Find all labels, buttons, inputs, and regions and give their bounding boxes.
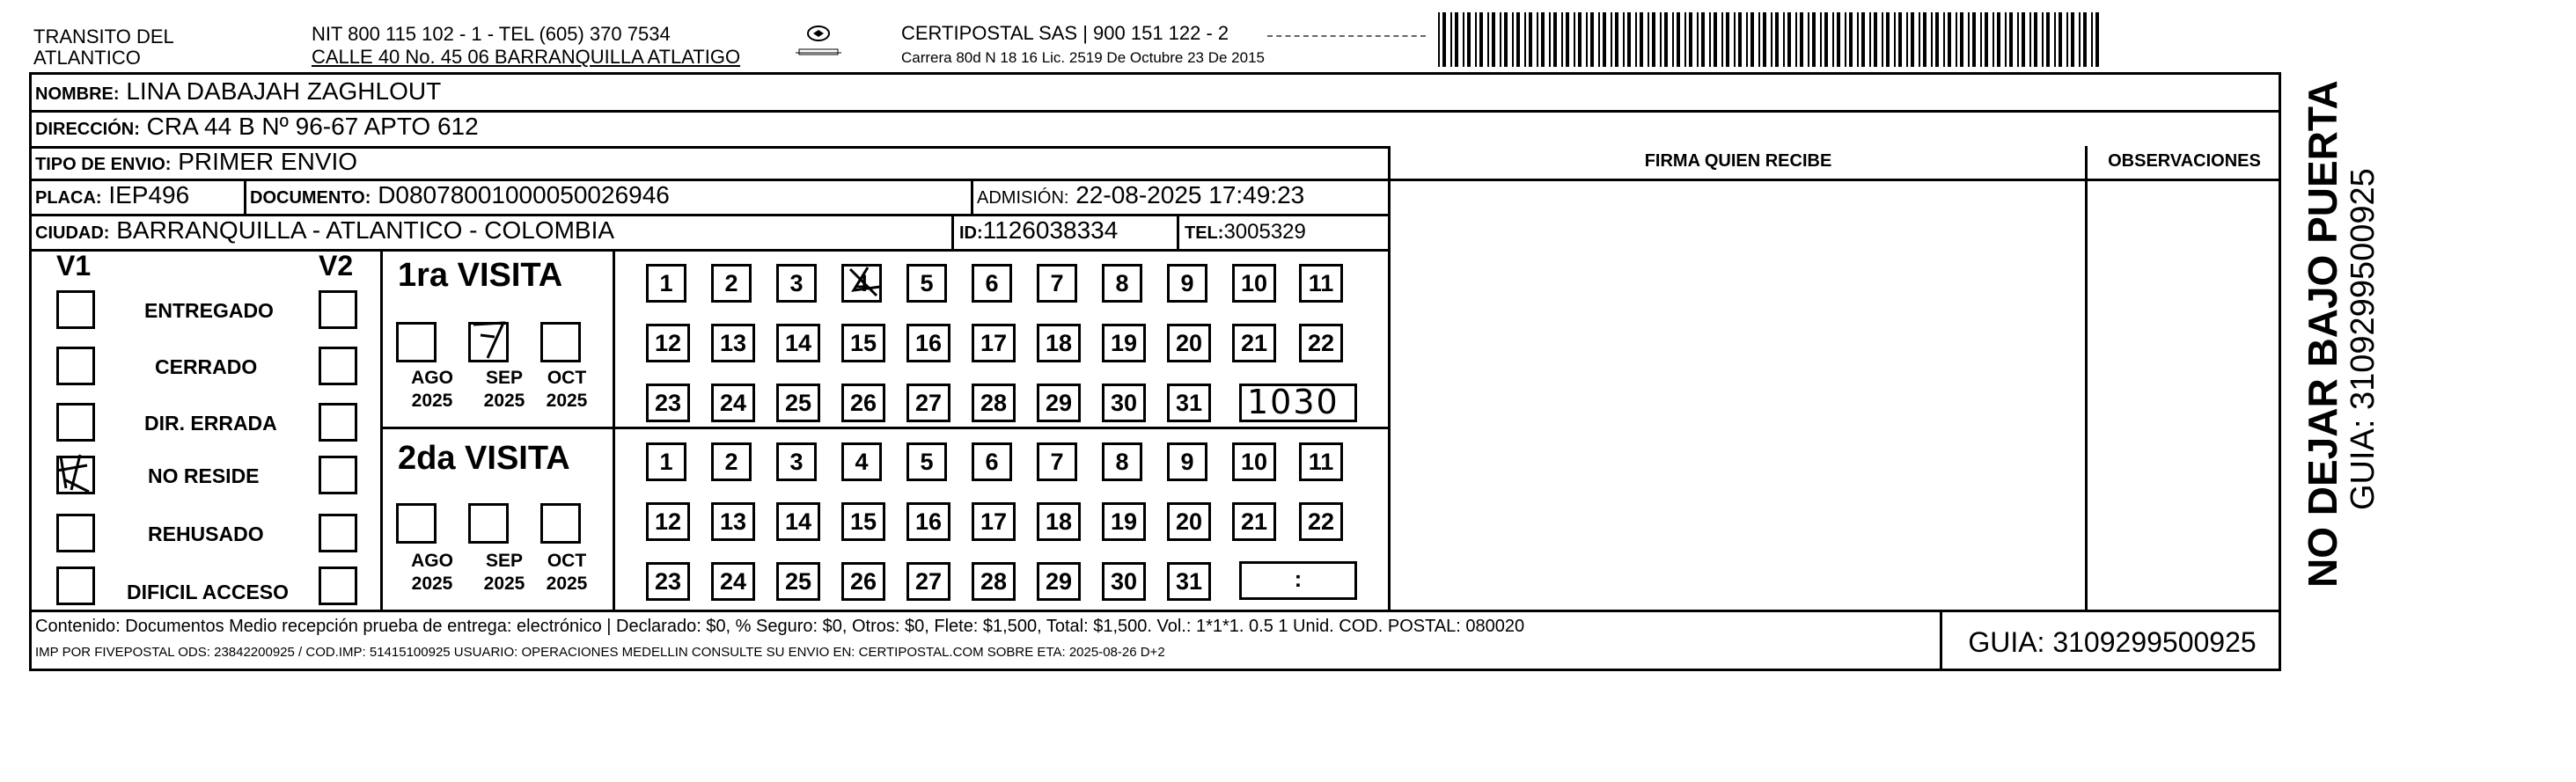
- placa-label: PLACA:: [35, 188, 102, 208]
- first-visit-day-box[interactable]: 23: [646, 384, 690, 422]
- second-visit-time: :: [1294, 566, 1303, 592]
- tel-cell: [1185, 220, 1306, 245]
- entity-nit: NIT 800 115 102 - 1 - TEL (605) 370 7534: [312, 23, 671, 45]
- second-visit-day-box[interactable]: 28: [972, 562, 1016, 601]
- first-visit-time-box[interactable]: [1239, 384, 1357, 422]
- month-ago: AGO: [411, 551, 453, 571]
- year-3: 2025: [546, 574, 588, 594]
- observaciones-header: OBSERVACIONES: [2108, 151, 2261, 171]
- first-visit-day-box[interactable]: 6: [972, 264, 1012, 303]
- reason-no-reside: NO RESIDE: [148, 464, 260, 487]
- year-2: 2025: [483, 574, 525, 594]
- first-visit-day-box[interactable]: 4: [841, 264, 882, 303]
- visit-divider: [613, 427, 1390, 429]
- first-visit-day-box[interactable]: 30: [1102, 384, 1146, 422]
- second-visit-day-box[interactable]: 6: [972, 442, 1012, 481]
- nombre-value: LINA DABAJAH ZAGHLOUT: [126, 77, 442, 105]
- first-visit-day-box[interactable]: 26: [841, 384, 885, 422]
- entity-info: [312, 23, 740, 69]
- second-visit-time-box[interactable]: [1239, 561, 1357, 600]
- placa-value: IEP496: [108, 181, 190, 208]
- first-visit-day-box[interactable]: 17: [972, 324, 1016, 362]
- second-visit-day-box[interactable]: 20: [1167, 502, 1211, 541]
- first-month-ago-checkbox[interactable]: [396, 322, 437, 362]
- footer-line-2: IMP POR FIVEPOSTAL ODS: 23842200925 / COD.IMP: 51415100925 USUARIO: OPERACIONES MEDELLIN CONSULTE SU ENVIO EN: CERTIPOSTAL.COM SOBRE ETA: 2025-08-26 D+2: [35, 645, 1165, 660]
- first-visit-day-box[interactable]: 12: [646, 324, 690, 362]
- entity-address: CALLE 40 No. 45 06 BARRANQUILLA ATLATIGO: [312, 46, 741, 68]
- footer-col-divider: [1940, 610, 1942, 671]
- tipo-value: PRIMER ENVIO: [178, 148, 358, 175]
- second-visit-day-box[interactable]: 27: [906, 562, 950, 601]
- ciudad-cell: [35, 216, 614, 245]
- dashed-rule: [1267, 35, 1426, 37]
- direccion-row: [35, 113, 479, 141]
- firma-header: FIRMA QUIEN RECIBE: [1644, 151, 1832, 171]
- v1-entregado-checkbox[interactable]: [56, 290, 95, 329]
- second-visit-title: 2da VISITA: [398, 440, 570, 477]
- cell-divider: [951, 214, 954, 249]
- second-visit-day-box[interactable]: 14: [776, 502, 820, 541]
- second-visit-day-box[interactable]: 16: [906, 502, 950, 541]
- courier-address: Carrera 80d N 18 16 Lic. 2519 De Octubre 23 De 2015: [901, 49, 1265, 66]
- tipo-row: [35, 148, 357, 176]
- first-visit-day-box[interactable]: 15: [841, 324, 885, 362]
- second-visit-day-box[interactable]: 21: [1232, 502, 1276, 541]
- direccion-label: DIRECCIÓN:: [35, 120, 140, 139]
- no-dejar-bajo-puerta: NO DEJAR BAJO PUERTA: [2300, 80, 2345, 588]
- visit-divider: [380, 427, 613, 429]
- v2-no-reside-checkbox[interactable]: [319, 456, 357, 494]
- first-visit-day-box[interactable]: 21: [1232, 324, 1276, 362]
- tel-value: 3005329: [1223, 220, 1306, 244]
- first-month-labels: [396, 368, 593, 389]
- second-visit-day-box[interactable]: 2: [711, 442, 752, 481]
- second-visit-day-box[interactable]: 8: [1102, 442, 1142, 481]
- row-divider: [29, 249, 1390, 252]
- second-visit-day-box[interactable]: 17: [972, 502, 1016, 541]
- col-divider: [1388, 146, 1391, 610]
- v2-header: V2: [319, 250, 354, 281]
- second-visit-day-box[interactable]: 24: [711, 562, 755, 601]
- first-visit-day-box[interactable]: 5: [906, 264, 947, 303]
- v2-dificil-acceso-checkbox[interactable]: [319, 566, 357, 605]
- entity-line-1: TRANSITO DEL: [33, 26, 174, 48]
- second-visit-day-box[interactable]: 3: [776, 442, 817, 481]
- admision-cell: [977, 181, 1304, 209]
- first-visit-day-box[interactable]: 11: [1299, 264, 1343, 303]
- id-label: ID:: [959, 223, 983, 243]
- first-visit-day-box[interactable]: 16: [906, 324, 950, 362]
- side-guia: GUIA: 3109299500925: [2345, 168, 2382, 510]
- documento-label: DOCUMENTO:: [250, 188, 371, 208]
- second-visit-day-box[interactable]: 23: [646, 562, 690, 601]
- entity-line-2: ATLANTICO: [33, 47, 141, 69]
- year-1: 2025: [411, 391, 453, 411]
- second-visit-day-box[interactable]: 4: [841, 442, 882, 481]
- v2-rehusado-checkbox[interactable]: [319, 514, 357, 552]
- reason-cerrado: CERRADO: [155, 355, 258, 378]
- v1-no-reside-checkbox[interactable]: [56, 456, 95, 494]
- second-visit-day-box[interactable]: 11: [1299, 442, 1343, 481]
- tel-label: TEL:: [1185, 223, 1224, 243]
- second-visit-day-box[interactable]: 29: [1037, 562, 1081, 601]
- second-visit-day-box[interactable]: 1: [646, 442, 686, 481]
- second-visit-day-box[interactable]: 18: [1037, 502, 1081, 541]
- id-value: 1126038334: [982, 216, 1119, 244]
- cell-divider: [244, 179, 246, 214]
- year-1: 2025: [411, 574, 453, 594]
- id-cell: [959, 216, 1118, 245]
- first-year-labels: [396, 391, 593, 412]
- placa-cell: [35, 181, 189, 209]
- second-visit-day-box[interactable]: 9: [1167, 442, 1207, 481]
- first-visit-day-box[interactable]: 2: [711, 264, 752, 303]
- first-visit-day-box[interactable]: 18: [1037, 324, 1081, 362]
- second-visit-day-box[interactable]: 30: [1102, 562, 1146, 601]
- footer-divider: [29, 610, 2281, 612]
- first-visit-day-box[interactable]: 22: [1299, 324, 1343, 362]
- visit-col-divider: [613, 249, 615, 610]
- second-month-labels: [396, 551, 593, 572]
- second-month-ago-checkbox[interactable]: [396, 503, 437, 544]
- first-visit-day-box[interactable]: 19: [1102, 324, 1146, 362]
- entity-name: [33, 26, 174, 69]
- first-visit-time: 1030: [1247, 383, 1339, 421]
- second-visit-day-box[interactable]: 31: [1167, 562, 1211, 601]
- v1-dir-errada-checkbox[interactable]: [56, 403, 95, 442]
- v2-cerrado-checkbox[interactable]: [319, 347, 357, 385]
- reason-entregado: ENTREGADO: [144, 299, 274, 322]
- courier-logo: [792, 23, 845, 60]
- second-month-sep-checkbox[interactable]: [468, 503, 509, 544]
- admision-label: ADMISIÓN:: [977, 188, 1069, 208]
- v2-entregado-checkbox[interactable]: [319, 290, 357, 329]
- year-2: 2025: [483, 391, 525, 411]
- first-visit-day-box[interactable]: 7: [1037, 264, 1077, 303]
- ciudad-value: BARRANQUILLA - ATLANTICO - COLOMBIA: [116, 216, 615, 244]
- second-visit-day-box[interactable]: 19: [1102, 502, 1146, 541]
- ciudad-label: CIUDAD:: [35, 223, 110, 243]
- year-3: 2025: [546, 391, 588, 411]
- month-ago: AGO: [411, 368, 453, 388]
- first-visit-day-box[interactable]: 10: [1232, 264, 1276, 303]
- first-month-sep-checkbox[interactable]: [468, 322, 509, 362]
- documento-value: D08078001000050026946: [378, 181, 670, 208]
- first-visit-title: 1ra VISITA: [398, 257, 563, 294]
- second-visit-day-box[interactable]: 25: [776, 562, 820, 601]
- admision-value: 22-08-2025 17:49:23: [1075, 181, 1305, 208]
- documento-cell: [250, 181, 670, 209]
- second-year-labels: [396, 574, 593, 595]
- month-oct: OCT: [547, 368, 587, 388]
- first-visit-day-box[interactable]: 28: [972, 384, 1016, 422]
- first-visit-day-box[interactable]: 25: [776, 384, 820, 422]
- first-visit-day-box[interactable]: 24: [711, 384, 755, 422]
- month-sep: SEP: [485, 368, 524, 388]
- first-visit-day-box[interactable]: 9: [1167, 264, 1207, 303]
- second-visit-day-box[interactable]: 26: [841, 562, 885, 601]
- second-month-oct-checkbox[interactable]: [540, 503, 581, 544]
- first-visit-day-box[interactable]: 31: [1167, 384, 1211, 422]
- handwritten-check-mark: [54, 453, 92, 492]
- visit-col-divider: [380, 249, 383, 610]
- v1-header: V1: [56, 250, 92, 281]
- month-oct: OCT: [547, 551, 587, 571]
- v1-rehusado-checkbox[interactable]: [56, 514, 95, 552]
- footer-guia: GUIA: 3109299500925: [1968, 626, 2257, 658]
- reason-rehusado: REHUSADO: [148, 523, 264, 545]
- second-visit-day-box[interactable]: 13: [711, 502, 755, 541]
- second-visit-day-box[interactable]: 7: [1037, 442, 1077, 481]
- cell-divider: [1177, 214, 1179, 249]
- direccion-value: CRA 44 B Nº 96-67 APTO 612: [146, 113, 479, 140]
- handwritten-check-mark: [468, 316, 509, 356]
- reason-dificil-acceso: DIFICIL ACCESO: [127, 581, 290, 603]
- second-visit-day-box[interactable]: 15: [841, 502, 885, 541]
- handwritten-day-mark: [841, 264, 885, 304]
- second-visit-day-box[interactable]: 12: [646, 502, 690, 541]
- first-visit-day-box[interactable]: 3: [776, 264, 817, 303]
- cell-divider: [971, 179, 973, 214]
- first-visit-day-box[interactable]: 29: [1037, 384, 1081, 422]
- first-visit-day-box[interactable]: 8: [1102, 264, 1142, 303]
- v1-cerrado-checkbox[interactable]: [56, 347, 95, 385]
- month-sep: SEP: [485, 551, 524, 571]
- first-month-oct-checkbox[interactable]: [540, 322, 581, 362]
- second-visit-day-box[interactable]: 22: [1299, 502, 1343, 541]
- first-visit-day-box[interactable]: 27: [906, 384, 950, 422]
- v2-dir-errada-checkbox[interactable]: [319, 403, 357, 442]
- tipo-label: TIPO DE ENVIO:: [35, 155, 172, 174]
- v1-dificil-acceso-checkbox[interactable]: [56, 566, 95, 605]
- nombre-row: [35, 77, 441, 106]
- first-visit-day-box[interactable]: 14: [776, 324, 820, 362]
- nombre-label: NOMBRE:: [35, 84, 120, 104]
- courier-info: [901, 21, 1265, 70]
- second-visit-day-box[interactable]: 10: [1232, 442, 1276, 481]
- reason-dir-errada: DIR. ERRADA: [144, 412, 277, 435]
- second-visit-day-box[interactable]: 5: [906, 442, 947, 481]
- footer-line-1: Contenido: Documentos Medio recepción prueba de entrega: electrónico | Declarado: $0, % Seguro: $0, Otros: $0, Flete: $1,500, Total: $1,500. Vol.: 1*1*1. 0.5 1 Unid. COD. POSTAL: 080020: [35, 617, 1525, 636]
- first-visit-day-box[interactable]: 20: [1167, 324, 1211, 362]
- first-visit-day-box[interactable]: 1: [646, 264, 686, 303]
- barcode: [1438, 12, 2107, 67]
- courier-name: CERTIPOSTAL SAS | 900 151 122 - 2: [901, 22, 1229, 44]
- first-visit-day-box[interactable]: 13: [711, 324, 755, 362]
- col-divider: [2085, 146, 2088, 610]
